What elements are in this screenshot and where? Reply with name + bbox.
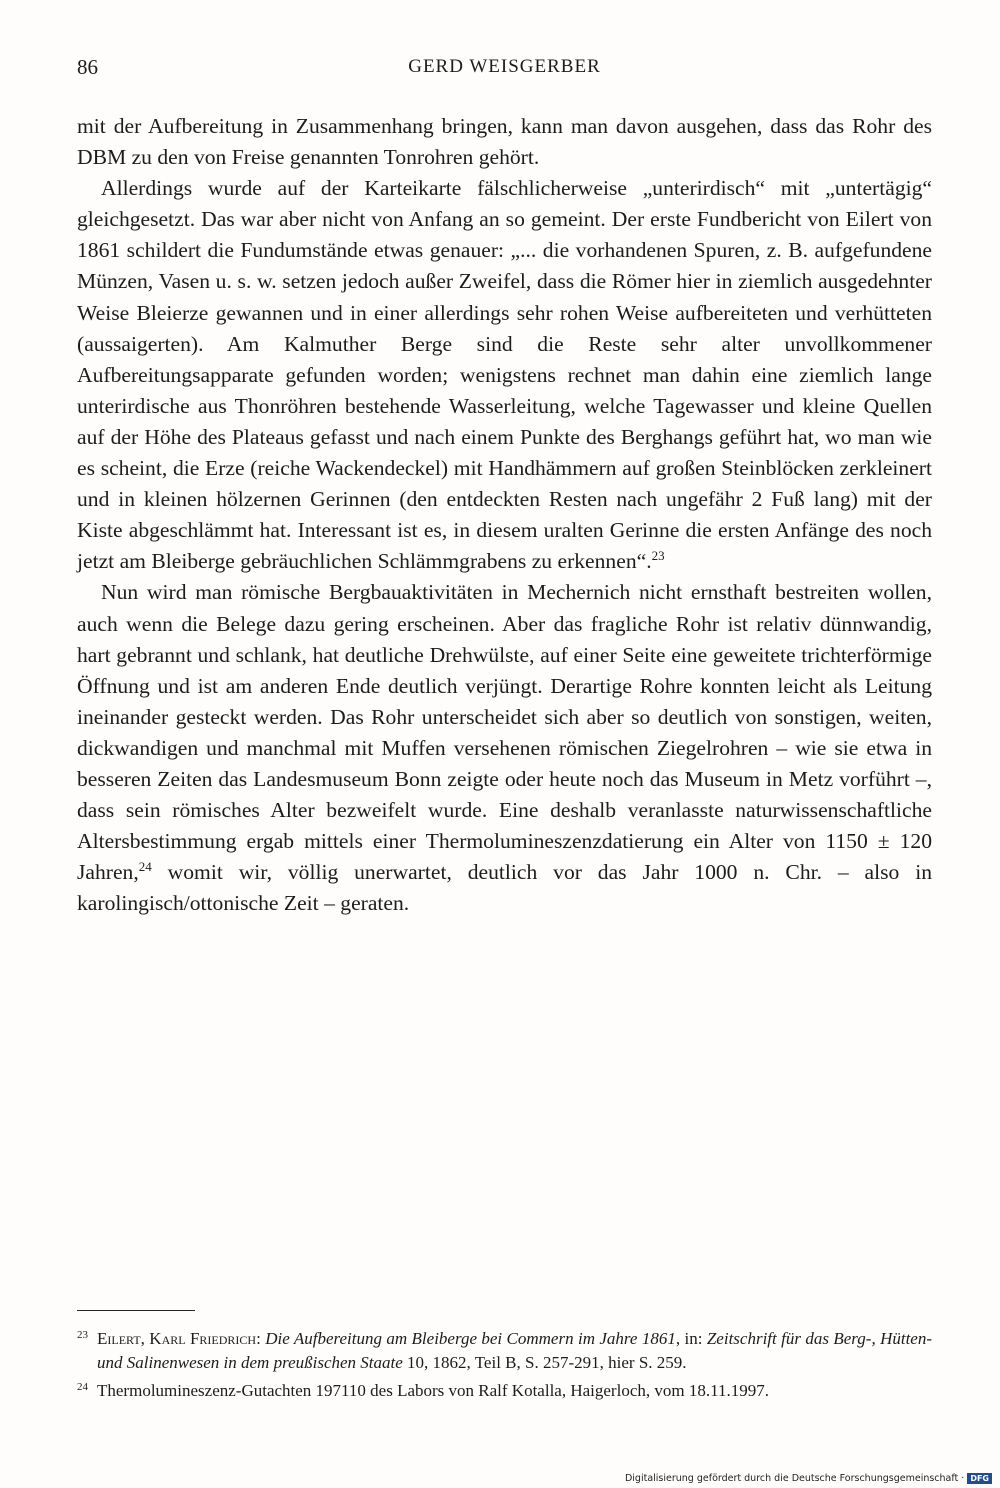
footnote-citation: 10, 1862, Teil B, S. 257-291, hier S. 259. (402, 1352, 687, 1372)
footnote-mark: 24 (77, 1381, 88, 1393)
paragraph-3-text-b: womit wir, völlig unerwartet, deutlich vor das Jahr 1000 n. Chr. – also in karolingisch/ottonische Zeit – geraten. (77, 860, 932, 916)
footnote-separator (77, 1310, 195, 1311)
footnote-mark: 23 (77, 1329, 88, 1341)
footnote-text: Thermolumineszenz-Gutachten 197110 des Labors von Ralf Kotalla, Haigerloch, vom 18.11.1997. (97, 1381, 769, 1400)
footnote-connector: , in: (675, 1329, 707, 1348)
footnote-title: Die Aufbereitung am Bleiberge bei Commern im Jahre 1861 (265, 1329, 676, 1348)
running-head: GERD WEISGERBER (408, 56, 601, 77)
footnote-ref-23[interactable]: 23 (651, 548, 665, 564)
paragraph-3 (77, 577, 932, 919)
paragraph-3-text-a: Nun wird man römische Bergbauaktivitäten in Mechernich nicht ernsthaft bestreiten wollen, auch wenn die Belege dazu gering erscheinen. Aber das fragliche Rohr ist relativ dünnwandig, hart gebrannt und schlank, hat deutliche Drehwülste, auf einer Seite eine geweitete trichterförmige Öffnung und ist am anderen Ende deutlich verjüngt. Derartige Rohre konnten leicht als Leitung ineinander gesteckt werden. Das Rohr unterscheidet sich aber so deutlich von sonstigen, weiten, dickwandigen und manchmal mit Muffen versehenen römischen Ziegelrohren – wie sie etwa in besseren Zeiten das Landesmuseum Bonn zeigte oder heute noch das Museum in Metz vorführt –, dass sein römisches Alter bezweifelt wurde. Eine deshalb veranlasste naturwissenschaftliche Altersbestimmung ergab mittels einer Thermolumineszenzdatierung ein Alter von 1150 ± 120 Jahren, (77, 580, 932, 885)
footnote-author: Eilert, Karl Friedrich: (97, 1329, 261, 1348)
credit-text: Digitalisierung gefördert durch die Deutsche Forschungsgemeinschaft (624, 1473, 959, 1484)
paragraph-2 (77, 173, 932, 577)
paragraph-2-text: Allerdings wurde auf der Karteikarte fälschlicherweise „unterirdisch“ mit „untertägig“ gleichgesetzt. Das war aber nicht von Anfang an so gemeint. Der erste Fundbericht von Eilert von 1861 schildert die Fundumstände etwas genauer: „... die vorhandenen Spuren, z. B. aufgefundene Münzen, Vasen u. s. w. setzen jedoch außer Zweifel, dass die Römer hier in ziemlich ausgedehnter Weise Bleierze gewannen und in einer allerdings sehr rohen Weise aufbereiteten und verhütteten (aussaigerten). Am Kalmuther Berge sind die Reste sehr alter unvollkommener Aufbereitungsapparate gefunden worden; wenigstens rechnet man dahin eine ziemlich lange unterirdische aus Thonröhren bestehende Wasserleitung, welche Tagewasser und kleine Quellen auf der Höhe des Plateaus gefasst und nach einem Punkte des Berghangs geführt hat, wo man wie es scheint, die Erze (reiche Wackendeckel) mit Handhämmern auf großen Steinblöcken zerkleinert und in kleinen hölzernen Gerinnen (den entdeckten Resten nach ungefähr 2 Fuß lang) mit der Kiste abgeschlämmt hat. Interessant ist es, in diesem uralten Gerinne die ersten Anfänge des noch jetzt am Bleiberge gebräuchlichen Schlämmgrabens zu erkennen“. (77, 176, 932, 574)
page-header (77, 55, 932, 85)
footnote-23 (77, 1327, 932, 1374)
footnote-ref-24[interactable]: 24 (138, 859, 152, 875)
footnotes (77, 1327, 932, 1408)
footnote-journal: Zeitschrift für das Berg-, Hütten- und Salinenwesen in dem preußischen Staate (97, 1329, 933, 1372)
paragraph-1 (77, 111, 932, 173)
footnote-24 (77, 1379, 932, 1403)
page-number: 86 (77, 55, 98, 79)
paragraph-1-text: mit der Aufbereitung in Zusammenhang bringen, kann man davon ausgehen, dass das Rohr des DBM zu den von Freise genannten Tonrohren gehört. (77, 114, 932, 170)
digitization-credit: Digitalisierung gefördert durch die Deutsche Forschungsgemeinschaft · DFG (625, 1473, 992, 1484)
body-text (77, 111, 932, 919)
dfg-logo: DFG (967, 1473, 992, 1484)
